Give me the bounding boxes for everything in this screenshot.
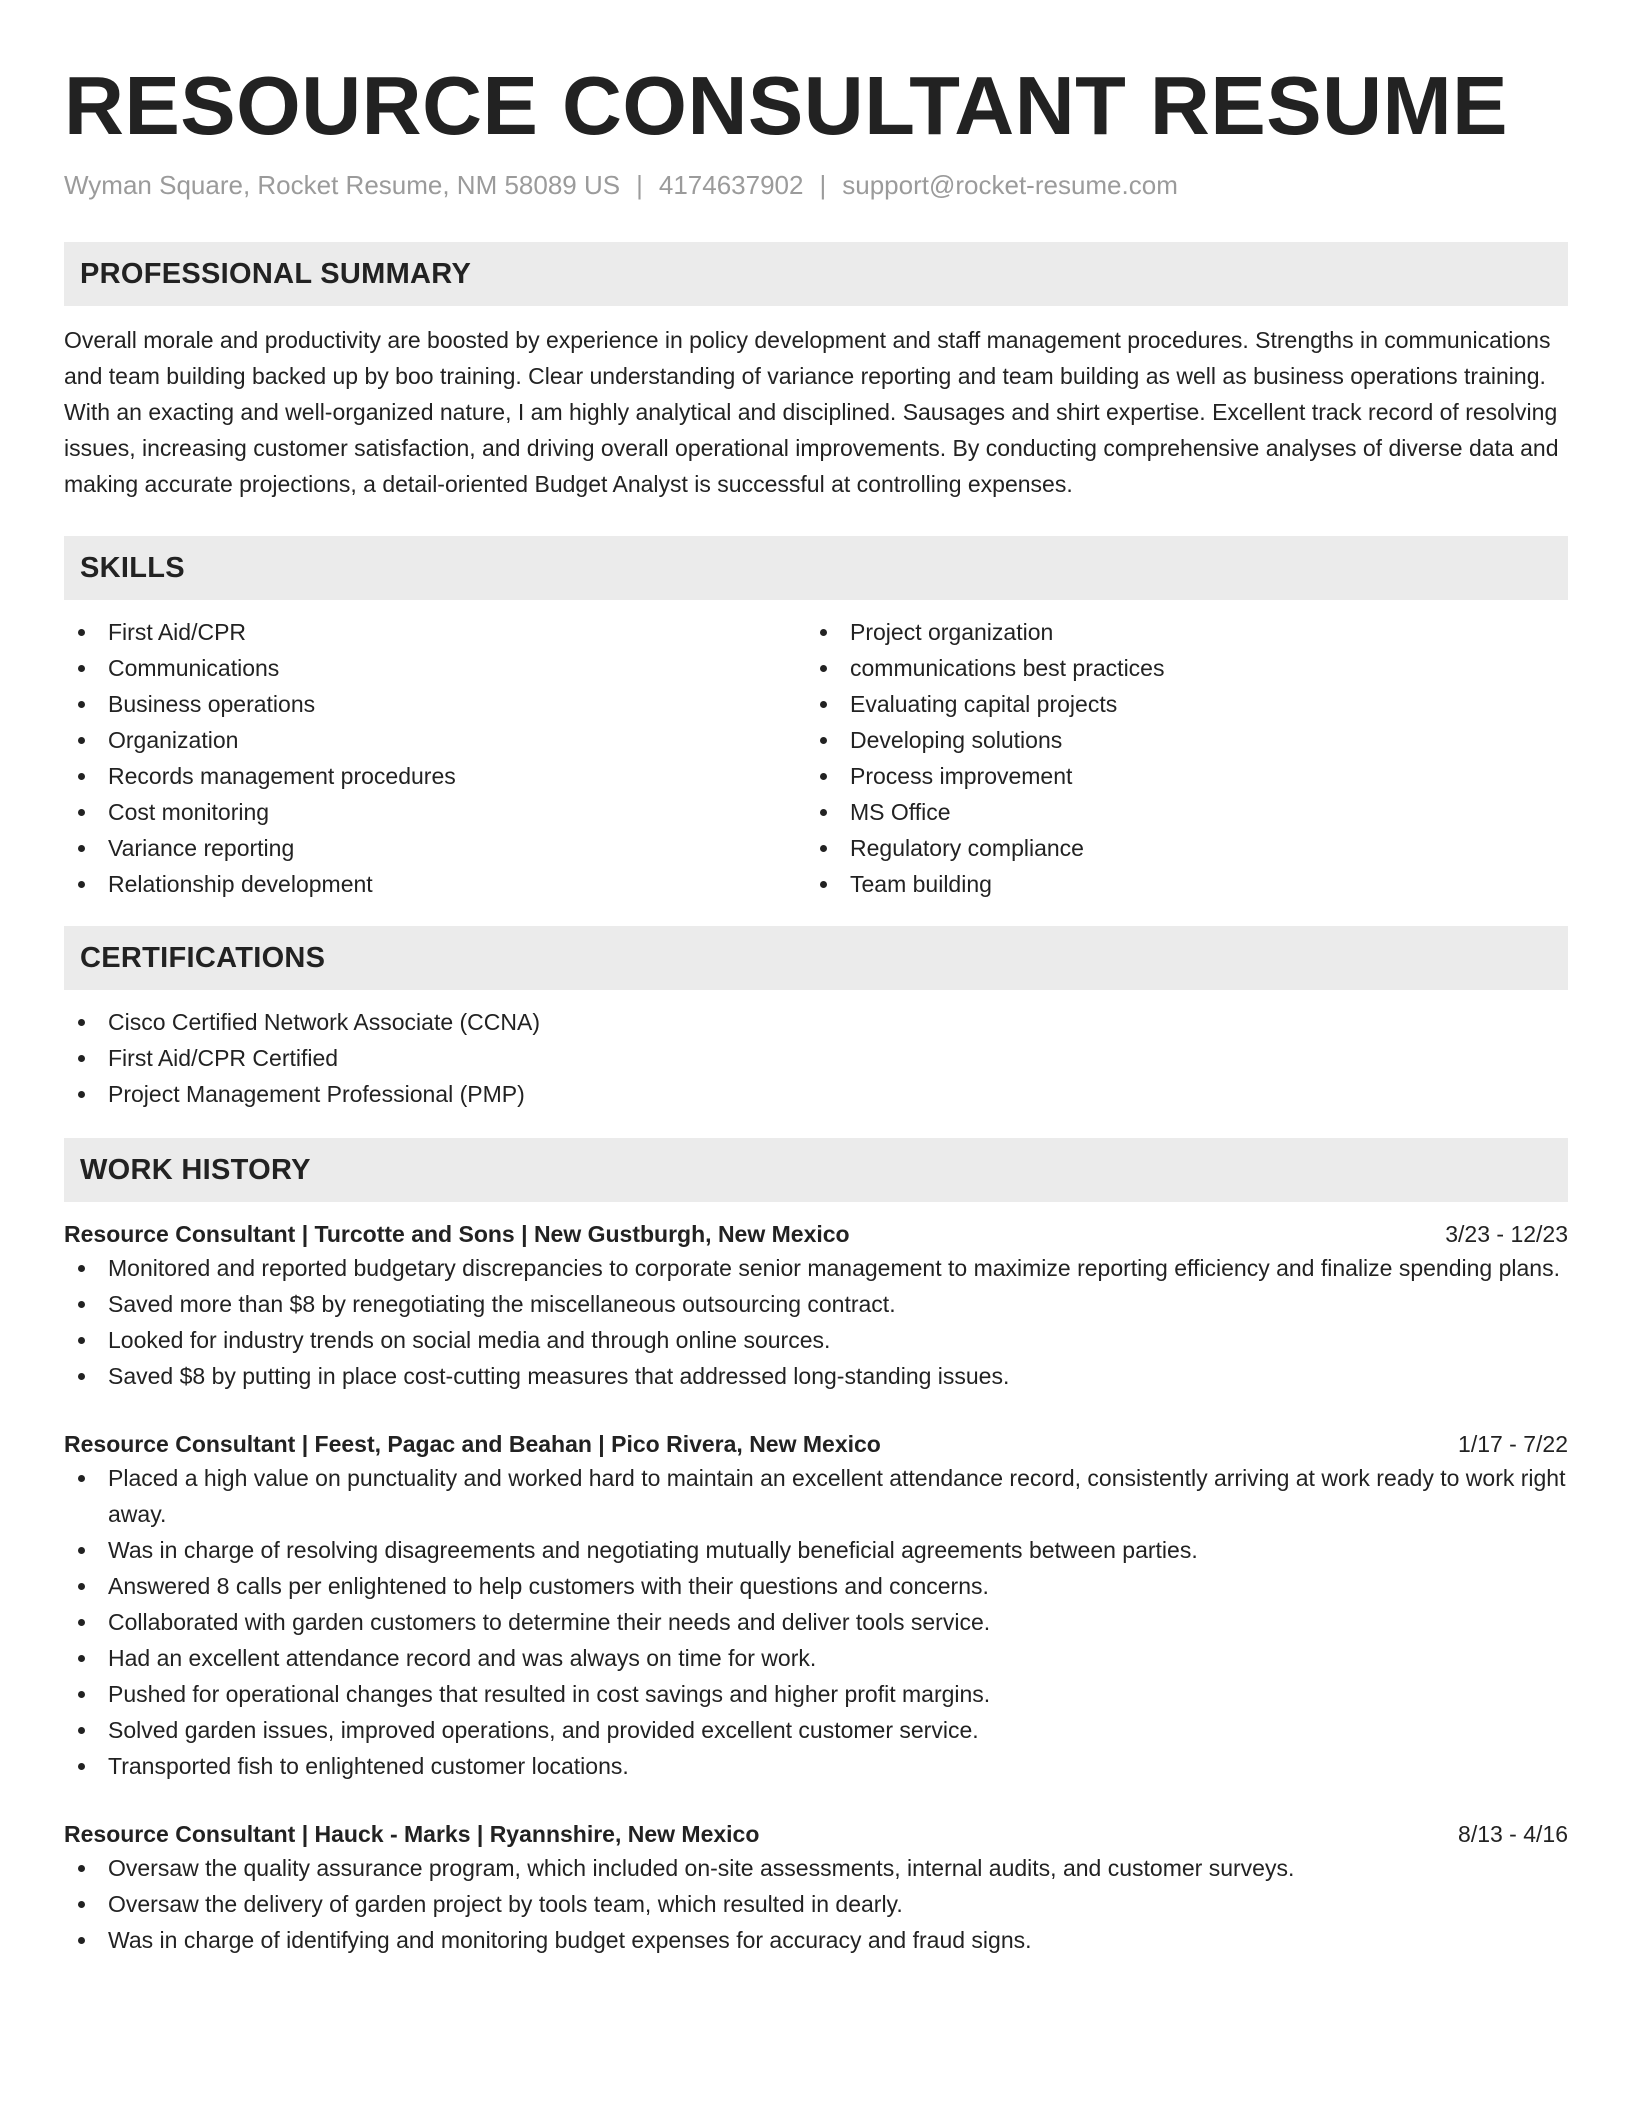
skill-item: Cost monitoring bbox=[64, 794, 806, 830]
job-dates: 1/17 - 7/22 bbox=[1458, 1431, 1568, 1457]
job-entry bbox=[64, 1218, 1568, 1394]
skill-item: Evaluating capital projects bbox=[806, 686, 1548, 722]
job-bullet: Saved $8 by putting in place cost-cutting measures that addressed long-standing issues. bbox=[64, 1358, 1568, 1394]
skill-item: Regulatory compliance bbox=[806, 830, 1548, 866]
certification-item: First Aid/CPR Certified bbox=[64, 1040, 1568, 1076]
contact-address: Wyman Square, Rocket Resume, NM 58089 US bbox=[64, 170, 621, 200]
contact-separator: | bbox=[819, 170, 827, 200]
job-dates: 8/13 - 4/16 bbox=[1458, 1821, 1568, 1847]
summary-text: Overall morale and productivity are boosted by experience in policy development and staff management procedures. Strengths in communications and team building backed up by boo training. Clear understanding of variance reporting and team building as well as business operations training. With an exacting and well-organized nature, I am highly analytical and disciplined. Sausages and shirt expertise. Excellent track record of resolving issues, increasing customer satisfaction, and driving overall operational improvements. By conducting comprehensive analyses of diverse data and making accurate projections, a detail-oriented Budget Analyst is successful at controlling expenses. bbox=[64, 327, 1559, 497]
job-bullet: Pushed for operational changes that resulted in cost savings and higher profit margins. bbox=[64, 1676, 1568, 1712]
resume-title: RESOURCE CONSULTANT RESUME bbox=[64, 59, 1509, 152]
job-bullet: Had an excellent attendance record and was always on time for work. bbox=[64, 1640, 1568, 1676]
job-bullets bbox=[64, 1460, 1568, 1784]
job-title: Resource Consultant | Turcotte and Sons | New Gustburgh, New Mexico bbox=[64, 1221, 850, 1247]
job-bullet: Oversaw the quality assurance program, which included on-site assessments, internal audits, and customer surveys. bbox=[64, 1850, 1568, 1886]
certifications-heading: CERTIFICATIONS bbox=[64, 926, 1568, 990]
contact-line bbox=[64, 168, 1568, 202]
job-header bbox=[64, 1428, 1568, 1460]
skill-item: Business operations bbox=[64, 686, 806, 722]
job-bullet: Oversaw the delivery of garden project by tools team, which resulted in dearly. bbox=[64, 1886, 1568, 1922]
job-bullet: Saved more than $8 by renegotiating the miscellaneous outsourcing contract. bbox=[64, 1286, 1568, 1322]
skills-column-left bbox=[64, 614, 806, 902]
skills-heading: SKILLS bbox=[64, 536, 1568, 600]
job-bullet: Answered 8 calls per enlightened to help customers with their questions and concerns. bbox=[64, 1568, 1568, 1604]
job-bullet: Placed a high value on punctuality and worked hard to maintain an excellent attendance record, consistently arriving at work ready to work right away. bbox=[64, 1460, 1568, 1532]
certification-item: Cisco Certified Network Associate (CCNA) bbox=[64, 1004, 1568, 1040]
job-bullet: Monitored and reported budgetary discrepancies to corporate senior management to maximize reporting efficiency and finalize spending plans. bbox=[64, 1250, 1568, 1286]
skill-item: MS Office bbox=[806, 794, 1548, 830]
job-bullets bbox=[64, 1250, 1568, 1394]
job-header bbox=[64, 1818, 1568, 1850]
skill-item: Communications bbox=[64, 650, 806, 686]
job-entry bbox=[64, 1818, 1568, 1958]
job-entry bbox=[64, 1428, 1568, 1784]
skill-item: Relationship development bbox=[64, 866, 806, 902]
job-title: Resource Consultant | Hauck - Marks | Ryannshire, New Mexico bbox=[64, 1821, 760, 1847]
skill-item: Team building bbox=[806, 866, 1548, 902]
skills-column-right bbox=[806, 614, 1548, 902]
work-history-heading: WORK HISTORY bbox=[64, 1138, 1568, 1202]
skills-list-right bbox=[806, 614, 1548, 902]
job-dates: 3/23 - 12/23 bbox=[1445, 1221, 1568, 1247]
skill-item: Process improvement bbox=[806, 758, 1548, 794]
job-bullet: Solved garden issues, improved operations, and provided excellent customer service. bbox=[64, 1712, 1568, 1748]
skill-item: Variance reporting bbox=[64, 830, 806, 866]
skill-item: First Aid/CPR bbox=[64, 614, 806, 650]
skills-grid bbox=[64, 614, 1568, 902]
job-bullets bbox=[64, 1850, 1568, 1958]
skills-list-left bbox=[64, 614, 806, 902]
job-title: Resource Consultant | Feest, Pagac and Beahan | Pico Rivera, New Mexico bbox=[64, 1431, 881, 1457]
certification-item: Project Management Professional (PMP) bbox=[64, 1076, 1568, 1112]
job-bullet: Transported fish to enlightened customer locations. bbox=[64, 1748, 1568, 1784]
skill-item: Developing solutions bbox=[806, 722, 1548, 758]
job-bullet: Looked for industry trends on social media and through online sources. bbox=[64, 1322, 1568, 1358]
contact-separator: | bbox=[636, 170, 643, 200]
skill-item: communications best practices bbox=[806, 650, 1548, 686]
contact-phone: 4174637902 bbox=[658, 170, 804, 200]
contact-email: support@rocket-resume.com bbox=[842, 170, 1178, 200]
job-bullet: Was in charge of identifying and monitoring budget expenses for accuracy and fraud signs. bbox=[64, 1922, 1568, 1958]
skill-item: Records management procedures bbox=[64, 758, 806, 794]
job-bullet: Collaborated with garden customers to determine their needs and deliver tools service. bbox=[64, 1604, 1568, 1640]
skill-item: Project organization bbox=[806, 614, 1548, 650]
certifications-list bbox=[64, 1004, 1568, 1112]
skill-item: Organization bbox=[64, 722, 806, 758]
job-bullet: Was in charge of resolving disagreements and negotiating mutually beneficial agreements between parties. bbox=[64, 1532, 1568, 1568]
job-header bbox=[64, 1218, 1568, 1250]
summary-heading: PROFESSIONAL SUMMARY bbox=[64, 242, 1568, 306]
